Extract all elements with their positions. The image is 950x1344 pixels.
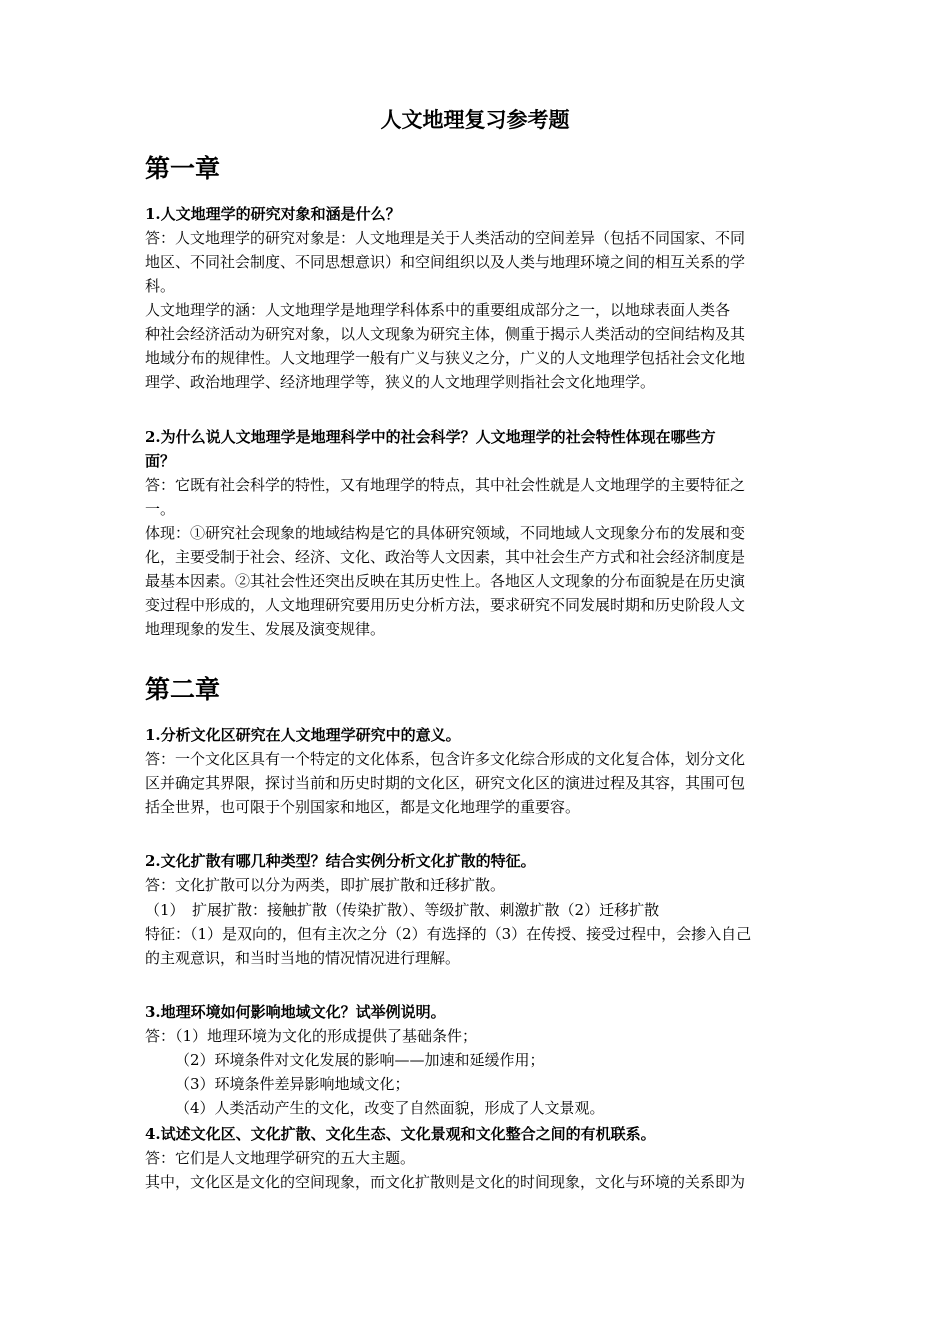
answer-line: 答：它们是人文地理学研究的五大主题。	[145, 1149, 416, 1167]
answer-line: 的主观意识，和当时当地的情况情况进行理解。	[145, 949, 461, 967]
answer-line: 体现：①研究社会现象的地域结构是它的具体研究领域，不同地域人文现象分布的发展和变	[145, 524, 746, 542]
answer-line: 答：一个文化区具有一个特定的文化体系，包含许多文化综合形成的文化复合体，划分文化	[145, 750, 746, 768]
question-heading: 1.分析文化区研究在人文地理学研究中的意义。	[145, 726, 461, 744]
answer-line: 地区、不同社会制度、不同思想意识）和空间组织以及人类与地理环境之间的相互关系的学	[145, 253, 746, 271]
answer-line: 答：人文地理学的研究对象是：人文地理是关于人类活动的空间差异（包括不同国家、不同	[145, 229, 746, 247]
document-title: 人文地理复习参考题	[380, 107, 570, 132]
answer-line: 答：它既有社会科学的特性，又有地理学的特点，其中社会性就是人文地理学的主要特征之	[145, 476, 746, 494]
question-heading: 2.文化扩散有哪几种类型？结合实例分析文化扩散的特征。	[145, 852, 536, 870]
question-heading: 2.为什么说人文地理学是地理科学中的社会科学？人文地理学的社会特性体现在哪些方	[145, 428, 716, 446]
answer-line: 括全世界，也可限于个别国家和地区，都是文化地理学的重要容。	[145, 798, 581, 816]
answer-line: 其中，文化区是文化的空间现象，而文化扩散则是文化的时间现象，文化与环境的关系即为	[145, 1173, 746, 1191]
question-heading: 4.试述文化区、文化扩散、文化生态、文化景观和文化整合之间的有机联系。	[145, 1125, 656, 1143]
question-heading: 3.地理环境如何影响地域文化？试举例说明。	[145, 1003, 446, 1021]
answer-line: 最基本因素。②其社会性还突出反映在其历史性上。各地区人文现象的分布面貌是在历史演	[145, 572, 746, 590]
answer-line: 答：文化扩散可以分为两类，即扩展扩散和迁移扩散。	[145, 876, 506, 894]
answer-line: 人文地理学的涵：人文地理学是地理学科体系中的重要组成部分之一，以地球表面人类各	[145, 301, 731, 319]
answer-line: 理学、政治地理学、经济地理学等，狭义的人文地理学则指社会文化地理学。	[145, 373, 656, 391]
answer-line: 一。	[145, 500, 176, 518]
answer-line: 种社会经济活动为研究对象，以人文现象为研究主体，侧重于揭示人类活动的空间结构及其	[145, 325, 746, 343]
answer-line: 地理现象的发生、发展及演变规律。	[145, 620, 386, 638]
chapter-heading: 第二章	[145, 675, 221, 704]
question-heading: 1.人文地理学的研究对象和涵是什么？	[145, 205, 401, 223]
answer-line: 科。	[145, 277, 176, 295]
answer-line: 区并确定其界限，探讨当前和历史时期的文化区，研究文化区的演进过程及其容，其围可包	[145, 774, 746, 792]
answer-line: （3）环境条件差异影响地域文化；	[175, 1075, 410, 1093]
chapter-heading: 第一章	[145, 154, 221, 183]
question-heading: 面？	[145, 452, 176, 470]
answer-line: 地域分布的规律性。人文地理学一般有广义与狭义之分，广义的人文地理学包括社会文化地	[145, 349, 746, 367]
answer-line: （2）环境条件对文化发展的影响——加速和延缓作用；	[175, 1051, 545, 1069]
answer-line: 化，主要受制于社会、经济、文化、政治等人文因素，其中社会生产方式和社会经济制度是	[145, 548, 746, 566]
answer-line: （4）人类活动产生的文化，改变了自然面貌，形成了人文景观。	[175, 1099, 605, 1117]
answer-line: 特征：（1）是双向的，但有主次之分（2）有选择的（3）在传授、接受过程中，会掺入自己	[145, 925, 752, 943]
answer-line: 答：（1）地理环境为文化的形成提供了基础条件；	[145, 1027, 478, 1045]
answer-line: 变过程中形成的，人文地理研究要用历史分析方法，要求研究不同发展时期和历史阶段人文	[145, 596, 746, 614]
answer-line: （1） 扩展扩散：接触扩散（传染扩散）、等级扩散、刺激扩散（2）迁移扩散	[145, 901, 660, 919]
